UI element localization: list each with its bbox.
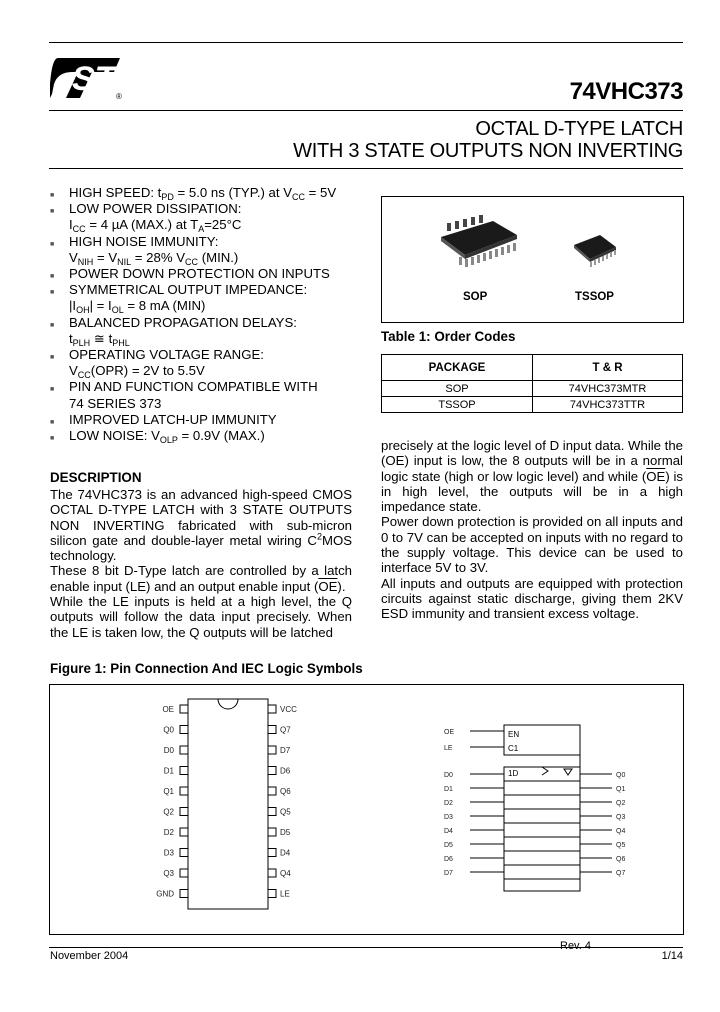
left-pin-box <box>180 849 188 857</box>
feature-list <box>50 185 370 444</box>
iec-input-label: D1 <box>444 786 453 793</box>
right-pin-box <box>268 726 276 734</box>
left-pin-label: Q1 <box>163 787 174 796</box>
bullet-icon: ■ <box>50 321 55 329</box>
order-codes-table <box>381 354 683 413</box>
iec-input-label: D5 <box>444 842 453 849</box>
table-row <box>382 397 683 413</box>
right-pin-box <box>268 808 276 816</box>
right-pin-box <box>268 869 276 877</box>
footer-page: 1/14 <box>661 950 683 962</box>
left-pin-box <box>180 726 188 734</box>
package-images-box <box>381 196 684 323</box>
iec-output-label: Q6 <box>616 856 626 863</box>
right-pin-label: Q5 <box>280 807 291 817</box>
feature-item: ■ BALANCED PROPAGATION DELAYS: $t_{PLH}$ ≅ $t_{PHL}$ <box>50 314 297 348</box>
left-pin-label: D0 <box>163 746 174 755</box>
left-pin-label: Q3 <box>163 869 174 878</box>
left-pin-label: Q2 <box>163 807 174 817</box>
svg-text:ST: ST <box>72 60 116 98</box>
pin-connection-diagram <box>140 695 370 925</box>
bullet-icon: ■ <box>50 208 55 216</box>
iec-input-label: D2 <box>444 800 453 807</box>
tssop-package-image <box>570 231 620 271</box>
feature-item: ■ POWER DOWN PROTECTION ON INPUTS <box>50 266 370 282</box>
iec-en-label: EN <box>508 730 520 739</box>
right-pin-label: D6 <box>280 766 291 776</box>
feature-item: ■ OPERATING VOLTAGE RANGE: $V_{CC}(OPR) = 2V$ to 5.5V <box>50 347 264 381</box>
left-pin-label: Q0 <box>163 725 174 735</box>
bullet-icon: ■ <box>50 289 55 297</box>
right-pin-label: VCC <box>280 705 297 714</box>
table-cell: 74VHC373TTR <box>533 397 683 413</box>
left-pin-box <box>180 787 188 795</box>
description-heading: DESCRIPTION <box>50 470 142 485</box>
right-pin-label: D7 <box>280 746 291 755</box>
left-pin-box <box>180 705 188 713</box>
iec-input-label: D3 <box>444 814 453 821</box>
description-right-column: precisely at the logic level of D input data. While the (OE) input is low, the 8 outputs will be in a normal logic state (high or low logic level) and while $(\overline{OE})$ is in high level, the outputs will be in a high impedance state. Power down protection is provided on all inputs and 0 to 7V can be accepted on inputs with no regard to the supply voltage. This device can be used to interface 5V to 3V. All inputs and outputs are equipped with protection circuits against static discharge, giving them 2KV ESD immunity and transient excess voltage. <box>381 438 684 622</box>
feature-item: ■ SYMMETRICAL OUTPUT IMPEDANCE: $|I_{OH}| = I_{OL} = 8$ mA (MIN) <box>50 282 308 316</box>
iec-input-label: OE <box>444 729 455 736</box>
table-row <box>382 381 683 397</box>
document-title: OCTAL D-TYPE LATCH WITH 3 STATE OUTPUTS NON INVERTING <box>293 118 683 162</box>
table-cell: TSSOP <box>382 397 533 413</box>
right-pin-label: Q4 <box>280 869 291 878</box>
right-pin-box <box>268 746 276 754</box>
order-table-caption: Table 1: Order Codes <box>381 329 516 344</box>
iec-logic-symbol <box>442 715 652 915</box>
iec-input-label: D6 <box>444 856 453 863</box>
st-logo <box>50 54 124 100</box>
feature-item: ■ HIGH NOISE IMMUNITY: $V_{NIH} = V_{NIL} = 28\%$ $V_{CC}$ (MIN.) <box>50 233 239 267</box>
iec-input-label: D0 <box>444 772 453 779</box>
bullet-icon: ■ <box>50 240 55 248</box>
iec-1d-label: 1D <box>508 769 519 778</box>
feature-item: ■ LOW NOISE: $V_{OLP} = 0.9V$ (MAX.) <box>50 428 370 444</box>
right-pin-box <box>268 890 276 898</box>
left-pin-box <box>180 828 188 836</box>
iec-output-label: Q0 <box>616 772 626 779</box>
iec-input-label: LE <box>444 745 453 752</box>
right-pin-box <box>268 787 276 795</box>
right-pin-label: Q6 <box>280 787 291 796</box>
footer-date: November 2004 <box>50 950 129 962</box>
table-header-row <box>382 355 683 381</box>
iec-output-label: Q2 <box>616 800 626 807</box>
right-pin-box <box>268 849 276 857</box>
table-cell: SOP <box>382 381 533 397</box>
bullet-icon: ■ <box>50 273 55 281</box>
right-pin-label: D4 <box>280 848 291 858</box>
table-cell: 74VHC373MTR <box>533 381 683 397</box>
iec-output-label: Q3 <box>616 814 626 821</box>
figure-caption: Figure 1: Pin Connection And IEC Logic Symbols <box>50 661 363 676</box>
right-pin-box <box>268 828 276 836</box>
bullet-icon: ■ <box>50 418 55 426</box>
iec-input-label: D7 <box>444 870 453 877</box>
bullet-icon: ■ <box>50 354 55 362</box>
description-left-column: The 74VHC373 is an advanced high-speed CMOS OCTAL D-TYPE LATCH with 3 STATE OUTPUTS NON INVERTING fabricated with sub-micron silicon gate and double-layer metal wiring $C^2MOS$ technology. These 8 bit D-Type latch are controlled by a latch enable input (LE) and an output enable input $(\overline{OE})$. While the LE inputs is held at a high level, the Q outputs will follow the data input precisely. When the LE is taken low, the Q outputs will be latched <box>50 487 352 640</box>
feature-item: ■ HIGH SPEED: $t_{PD} = 5.0$ ns (TYP.) at $V_{CC} = 5V$ <box>50 185 370 201</box>
iec-output-label: Q1 <box>616 786 626 793</box>
right-pin-label: LE <box>280 889 290 899</box>
sop-label: SOP <box>463 291 488 303</box>
feature-item: ■ PIN AND FUNCTION COMPATIBLE WITH 74 SERIES 373 <box>50 379 318 411</box>
feature-item: ■ LOW POWER DISSIPATION: $I_{CC} = 4$ µA (MAX.) at $T_A=25^\circ C$ <box>50 201 242 235</box>
left-pin-box <box>180 746 188 754</box>
iec-output-label: Q4 <box>616 828 626 835</box>
right-pin-label: Q7 <box>280 725 291 735</box>
left-pin-box <box>180 767 188 775</box>
iec-c1-label: C1 <box>508 744 519 753</box>
iec-output-label: Q7 <box>616 870 626 877</box>
iec-output-label: Q5 <box>616 842 626 849</box>
left-pin-box <box>180 869 188 877</box>
bullet-icon: ■ <box>50 435 55 443</box>
left-pin-label: D3 <box>163 848 174 858</box>
left-pin-label: D2 <box>163 828 174 837</box>
table-header: PACKAGE <box>382 355 533 381</box>
right-pin-label: D5 <box>280 828 291 837</box>
bullet-icon: ■ <box>50 192 55 199</box>
left-pin-label: GND <box>156 889 174 899</box>
sop-package-image <box>437 211 527 271</box>
right-pin-box <box>268 705 276 713</box>
left-pin-box <box>180 890 188 898</box>
table-header: T & R <box>533 355 683 381</box>
right-pin-box <box>268 767 276 775</box>
part-number: 74VHC373 <box>569 78 683 105</box>
footer-revision: Rev. 4 <box>560 940 591 952</box>
left-pin-box <box>180 808 188 816</box>
figure-box <box>49 684 684 935</box>
tssop-label: TSSOP <box>575 291 614 303</box>
feature-item: ■ IMPROVED LATCH-UP IMMUNITY <box>50 412 370 428</box>
bullet-icon: ■ <box>50 386 55 394</box>
registered-mark: ® <box>116 92 122 101</box>
iec-input-label: D4 <box>444 828 453 835</box>
left-pin-label: OE <box>162 705 174 714</box>
left-pin-label: D1 <box>163 766 174 776</box>
